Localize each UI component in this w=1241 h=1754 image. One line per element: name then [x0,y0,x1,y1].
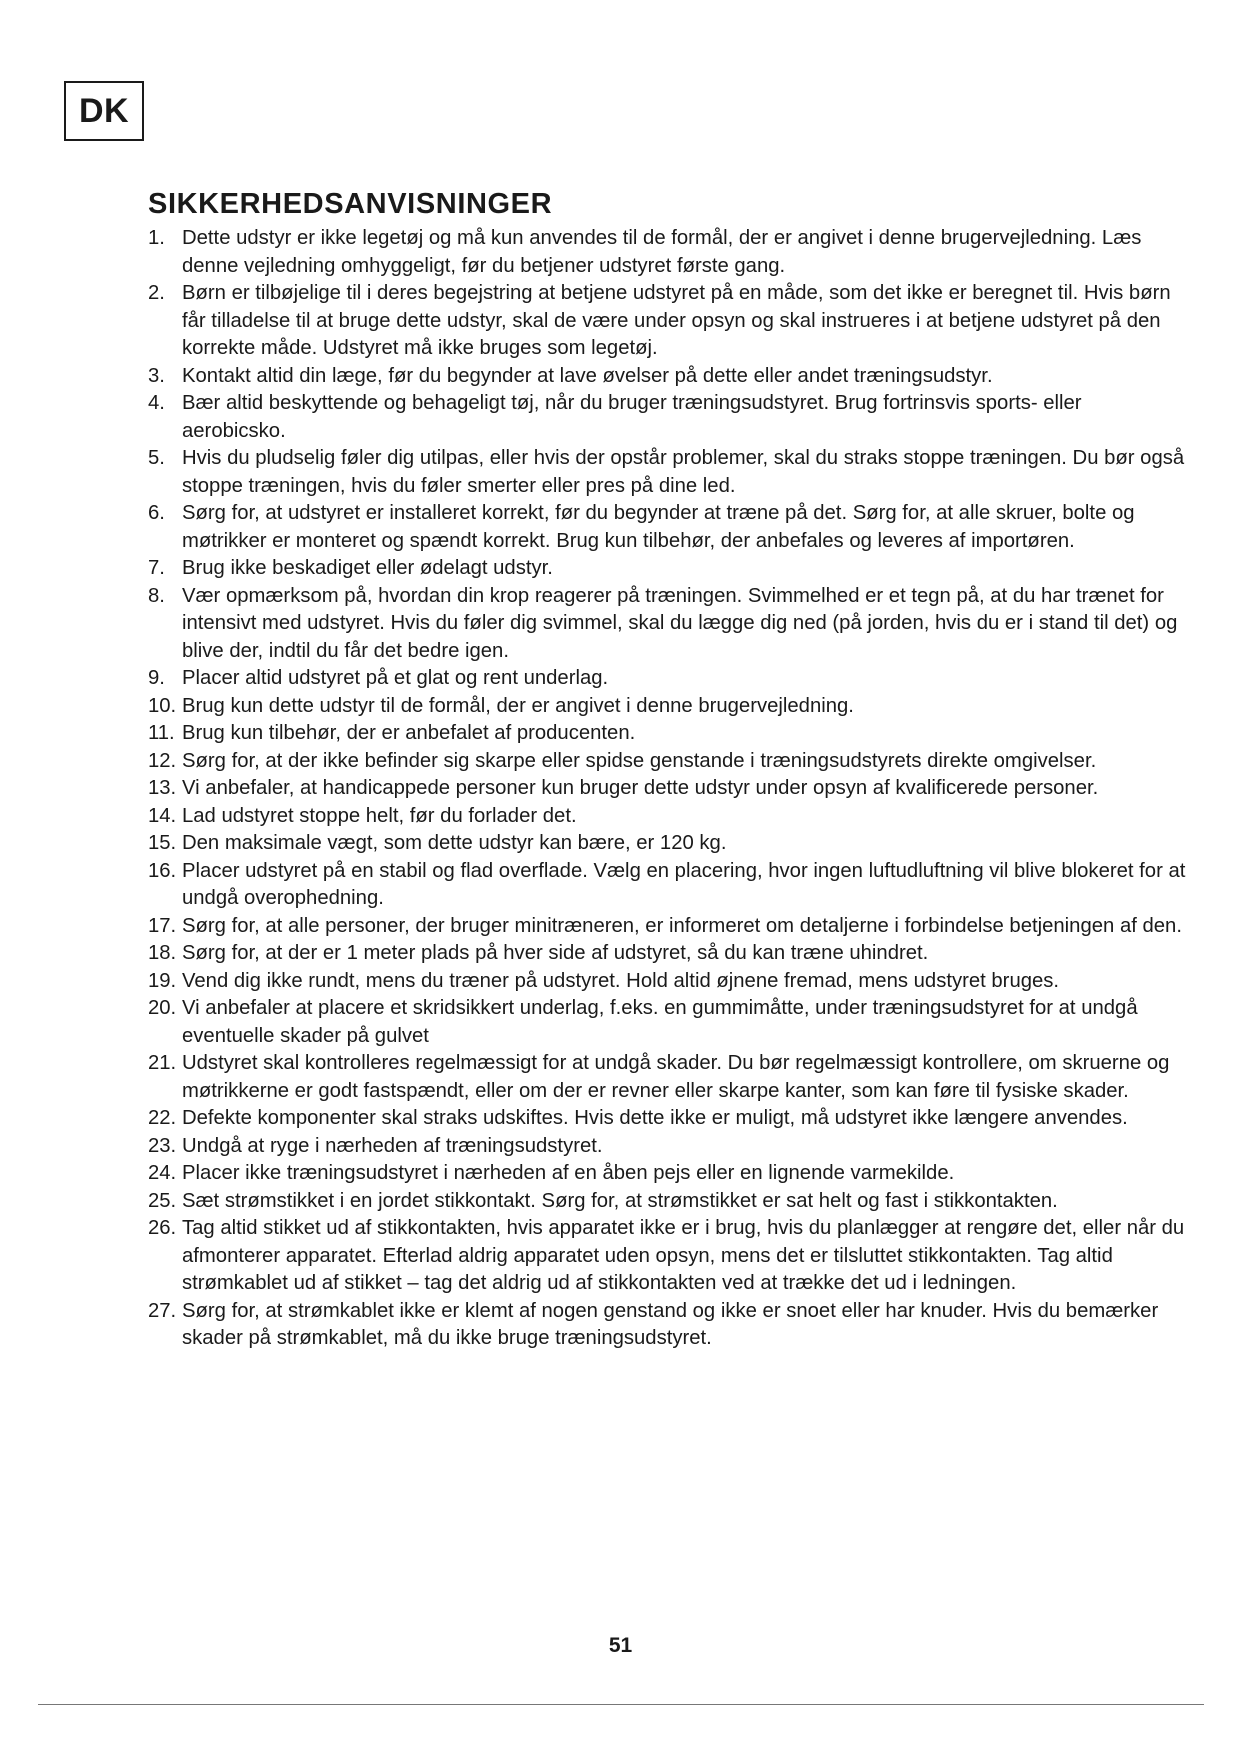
item-number: 21. [148,1052,177,1074]
item-number: 13. [148,777,177,799]
item-text: Sæt strømstikket i en jordet stikkontakt. Sørg for, at strømstikket er sat helt og fast i stikkontakten. [182,1189,1058,1212]
item-number: 26. [148,1217,177,1239]
safety-item [148,720,1188,748]
item-text: Bær altid beskyttende og behageligt tøj, når du bruger træningsudstyret. Brug fortrinsvis sports- eller aerobicsko. [182,392,1082,442]
safety-item [148,390,1188,445]
safety-item [148,1105,1188,1133]
safety-item [148,940,1188,968]
safety-item [148,693,1188,721]
item-text: Dette udstyr er ikke legetøj og må kun anvendes til de formål, der er angivet i denne brugervejledning. Læs denne vejledning omhyggeligt, før du betjener udstyret første gang. [182,227,1142,277]
item-number: 6. [148,502,165,524]
item-text: Vend dig ikke rundt, mens du træner på udstyret. Hold altid øjnene fremad, mens udstyret bruges. [182,969,1060,992]
item-number: 10. [148,694,177,717]
item-number: 22. [148,1107,177,1129]
item-number: 25. [148,1189,177,1212]
page-number: 51 [608,1634,633,1657]
safety-item [148,665,1188,693]
item-text: Undgå at ryge i nærheden af træningsudstyret. [182,1134,603,1157]
safety-item [148,858,1188,913]
item-number: 3. [148,364,165,387]
item-text: Sørg for, at udstyret er installeret korrekt, før du begynder at træne på det. Sørg for, at alle skruer, bolte og møtrikker er monteret og spændt korrekt. Brug kun tilbehør, der anbefales og leveres af importøren. [182,502,1135,552]
item-text: Hvis du pludselig føler dig utilpas, eller hvis der opstår problemer, skal du straks stoppe træningen. Du bør også stoppe træningen, hvis du føler smerter eller pres på dine led. [182,447,1185,497]
item-text: Sørg for, at der er 1 meter plads på hver side af udstyret, så du kan træne uhindret. [182,942,929,964]
item-number: 14. [148,804,177,827]
item-text: Placer udstyret på en stabil og flad overflade. Vælg en placering, hvor ingen luftudluftning vil blive blokeret for at undgå overophedning. [182,859,1186,909]
item-text: Brug ikke beskadiget eller ødelagt udstyr. [182,557,553,579]
item-number: 18. [148,942,177,964]
item-text: Vær opmærksom på, hvordan din krop reagerer på træningen. Svimmelhed er et tegn på, at du har trænet for intensivt med udstyret. Hvis du føler dig svimmel, skal du lægge dig ned (på jorden, hvis du er i stand til det) og blive der, indtil du får det bedre igen. [182,584,1178,662]
safety-item [148,748,1188,776]
safety-item [148,1133,1188,1161]
item-text: Vi anbefaler, at handicappede personer kun bruger dette udstyr under opsyn af kvalificerede personer. [182,777,1099,799]
safety-item [148,775,1188,803]
item-number: 23. [148,1134,177,1157]
safety-item [148,445,1188,500]
item-text: Lad udstyret stoppe helt, før du forlader det. [182,804,577,827]
safety-item [148,1215,1188,1298]
item-number: 7. [148,557,165,579]
safety-item [148,995,1188,1050]
item-text: Udstyret skal kontrolleres regelmæssigt for at undgå skader. Du bør regelmæssigt kontrollere, om skruerne og møtrikkerne er godt fastspændt, eller om der er revner eller skarpe kanter, som kan føre til fysiske skader. [182,1052,1170,1102]
item-number: 15. [148,832,177,854]
item-number: 20. [148,997,177,1019]
safety-item [148,803,1188,831]
safety-item [148,830,1188,858]
item-text: Defekte komponenter skal straks udskiftes. Hvis dette ikke er muligt, må udstyret ikke længere anvendes. [182,1107,1128,1129]
item-number: 17. [148,914,177,937]
item-number: 2. [148,282,165,304]
item-number: 9. [148,667,165,689]
safety-item [148,280,1188,363]
safety-item [148,225,1188,280]
item-number: 19. [148,969,177,992]
safety-instructions-list [148,225,1188,1353]
item-number: 1. [148,227,165,249]
safety-item [148,1298,1188,1353]
item-text: Den maksimale vægt, som dette udstyr kan bære, er 120 kg. [182,832,727,854]
item-text: Placer altid udstyret på et glat og rent underlag. [182,667,609,689]
item-text: Placer ikke træningsudstyret i nærheden af en åben pejs eller en lignende varmekilde. [182,1162,955,1184]
item-number: 12. [148,749,177,772]
item-number: 11. [148,722,175,744]
safety-item [148,1188,1188,1216]
item-number: 5. [148,447,165,469]
safety-item [148,1050,1188,1105]
item-number: 8. [148,584,165,607]
item-text: Sørg for, at der ikke befinder sig skarpe eller spidse genstande i træningsudstyrets direkte omgivelser. [182,749,1097,772]
safety-item [148,363,1188,391]
language-badge: DK [64,81,144,141]
item-text: Børn er tilbøjelige til i deres begejstring at betjene udstyret på en måde, som det ikke er beregnet til. Hvis børn får tilladelse til at bruge dette udstyr, skal de være under opsyn og skal instrueres i at betjene udstyret på den korrekte måde. Udstyret må ikke bruges som legetøj. [182,282,1171,359]
item-text: Tag altid stikket ud af stikkontakten, hvis apparatet ikke er i brug, hvis du planlægger at rengøre det, eller når du afmonterer apparatet. Efterlad aldrig apparatet uden opsyn, mens det er tilsluttet stikkontakten. Tag altid strømkablet ud af stikket – tag det aldrig ud af stikkontakten ved at trække det ud i ledningen. [182,1217,1185,1294]
item-number: 24. [148,1162,177,1184]
item-text: Brug kun dette udstyr til de formål, der er angivet i denne brugervejledning. [182,694,854,717]
safety-item [148,583,1188,666]
item-number: 27. [148,1299,177,1322]
item-text: Sørg for, at alle personer, der bruger minitræneren, er informeret om detaljerne i forbindelse betjeningen af den. [182,914,1182,937]
safety-item [148,913,1188,941]
safety-item [148,555,1188,583]
safety-item [148,968,1188,996]
safety-item [148,500,1188,555]
section-title: SIKKERHEDSANVISNINGER [148,188,553,220]
safety-item [148,1160,1188,1188]
item-number: 4. [148,392,165,414]
footer-divider [38,1704,1204,1705]
item-number: 16. [148,859,177,882]
item-text: Vi anbefaler at placere et skridsikkert underlag, f.eks. en gummimåtte, under træningsudstyret for at undgå eventuelle skader på gulvet [182,997,1138,1047]
item-text: Kontakt altid din læge, før du begynder at lave øvelser på dette eller andet træningsudstyr. [182,364,993,387]
item-text: Sørg for, at strømkablet ikke er klemt af nogen genstand og ikke er snoet eller har knuder. Hvis du bemærker skader på strømkablet, må du ikke bruge træningsudstyret. [182,1299,1159,1349]
item-text: Brug kun tilbehør, der er anbefalet af producenten. [182,722,636,744]
